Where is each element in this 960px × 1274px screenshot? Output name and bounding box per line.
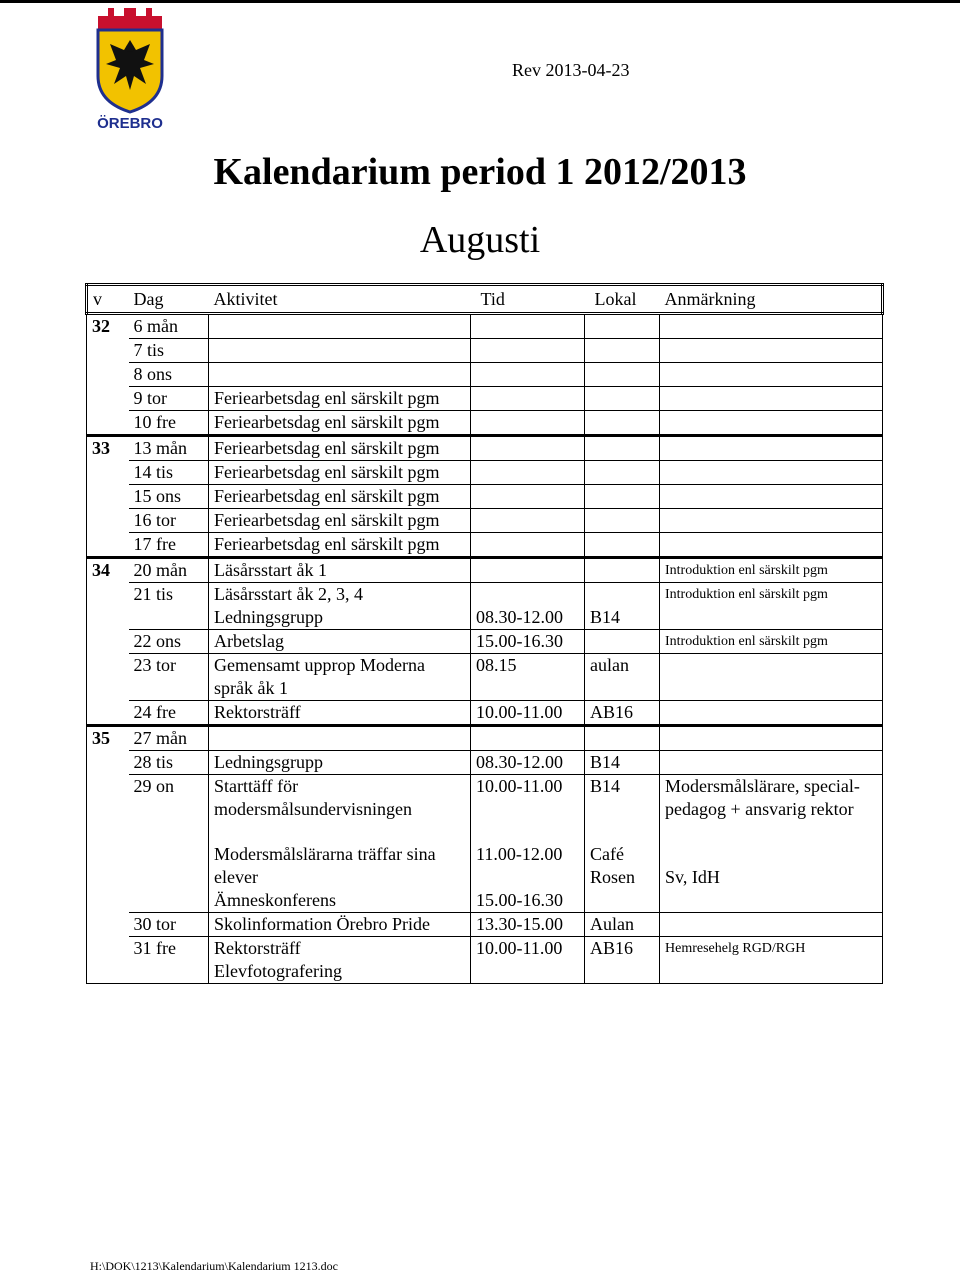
cell-day-line: 20 mån [133, 560, 187, 580]
cell-activity [209, 533, 471, 558]
table-row [87, 654, 883, 701]
cell-day-line: 14 tis [133, 462, 174, 482]
cell-week [87, 654, 129, 701]
cell-activity [209, 411, 471, 436]
cell-day-line: 10 fre [133, 412, 176, 432]
cell-remark-line: Introduktion enl särskilt pgm [665, 563, 828, 578]
cell-activity [209, 937, 471, 984]
cell-remark [660, 583, 883, 630]
table-row [87, 461, 883, 485]
cell-week [87, 363, 129, 387]
cell-activity-line: Feriearbetsdag enl särskilt pgm [214, 412, 440, 432]
table-row [87, 314, 883, 339]
cell-week [87, 436, 129, 461]
cell-location-line: Rosen [590, 867, 635, 887]
cell-week [87, 937, 129, 984]
cell-remark [660, 339, 883, 363]
cell-time-line: 10.00-11.00 [476, 702, 563, 722]
cell-remark-line: Sv, IdH [665, 867, 720, 887]
cell-day [129, 411, 209, 436]
cell-week-line: 34 [92, 560, 110, 580]
cell-location [585, 339, 660, 363]
cell-location-line: Aulan [590, 914, 634, 934]
cell-time [471, 583, 585, 630]
cell-remark [660, 913, 883, 937]
cell-day-line: 24 fre [133, 702, 176, 722]
cell-activity-line: Rektorsträff [214, 938, 301, 958]
cell-location [585, 775, 660, 913]
cell-week-line: 32 [92, 316, 110, 336]
cell-location [585, 583, 660, 630]
table-row [87, 509, 883, 533]
cell-activity [209, 654, 471, 701]
cell-week [87, 751, 129, 775]
cell-activity [209, 583, 471, 630]
cell-time [471, 630, 585, 654]
cell-activity [209, 387, 471, 411]
cell-time-line: 15.00-16.30 [476, 890, 563, 910]
cell-activity [209, 630, 471, 654]
cell-activity [209, 558, 471, 583]
cell-remark [660, 509, 883, 533]
cell-remark [660, 558, 883, 583]
cell-activity [209, 913, 471, 937]
cell-activity-line: Ämneskonferens [214, 890, 336, 910]
cell-activity [209, 436, 471, 461]
cell-remark [660, 654, 883, 701]
cell-location [585, 913, 660, 937]
cell-remark-line: Introduktion enl särskilt pgm [665, 587, 828, 602]
cell-location [585, 485, 660, 509]
file-path-footer: H:\DOK\1213\Kalendarium\Kalendarium 1213.doc [90, 1259, 338, 1273]
cell-day [129, 583, 209, 630]
cell-location [585, 751, 660, 775]
cell-week-line: 35 [92, 728, 110, 748]
cell-day-line: 22 ons [133, 631, 182, 651]
cell-week [87, 913, 129, 937]
cell-activity-line: Feriearbetsdag enl särskilt pgm [214, 510, 440, 530]
table-row [87, 726, 883, 751]
cell-time [471, 751, 585, 775]
cell-remark [660, 937, 883, 984]
cell-remark-line: Introduktion enl särskilt pgm [665, 634, 828, 649]
cell-week [87, 509, 129, 533]
cell-location [585, 461, 660, 485]
table-row [87, 937, 883, 984]
cell-location [585, 937, 660, 984]
cell-week-line: 33 [92, 438, 110, 458]
cell-week [87, 485, 129, 509]
cell-activity [209, 751, 471, 775]
cell-day-line: 30 tor [133, 914, 176, 934]
cell-week [87, 339, 129, 363]
cell-day-line: 23 tor [133, 655, 176, 675]
cell-activity [209, 775, 471, 913]
cell-time [471, 726, 585, 751]
table-row [87, 558, 883, 583]
cell-week [87, 314, 129, 339]
cell-time [471, 701, 585, 726]
cell-day [129, 654, 209, 701]
cell-time [471, 937, 585, 984]
cell-week [87, 583, 129, 630]
cell-remark [660, 726, 883, 751]
cell-week [87, 775, 129, 913]
cell-day-line: 31 fre [133, 938, 176, 958]
cell-remark-line: Modersmålslärare, special- [665, 776, 860, 796]
cell-activity-line: Ledningsgrupp [214, 607, 323, 627]
cell-remark [660, 775, 883, 913]
cell-day-line: 16 tor [133, 510, 176, 530]
col-header-anmarkning: Anmärkning [660, 285, 883, 314]
cell-location [585, 726, 660, 751]
cell-activity [209, 701, 471, 726]
col-header-v: v [87, 285, 129, 314]
cell-activity-line: Läsårsstart åk 1 [214, 560, 327, 580]
cell-time [471, 533, 585, 558]
cell-time [471, 314, 585, 339]
cell-day [129, 701, 209, 726]
calendar-table [85, 283, 884, 984]
table-row [87, 339, 883, 363]
table-row [87, 363, 883, 387]
cell-activity-line: Feriearbetsdag enl särskilt pgm [214, 438, 440, 458]
cell-week [87, 726, 129, 751]
cell-activity-line: Modersmålslärarna träffar sina [214, 844, 436, 864]
cell-remark [660, 436, 883, 461]
table-row [87, 751, 883, 775]
cell-location [585, 509, 660, 533]
cell-remark [660, 485, 883, 509]
cell-time [471, 913, 585, 937]
cell-day-line: 29 on [133, 776, 174, 796]
cell-week [87, 387, 129, 411]
cell-day [129, 314, 209, 339]
col-header-lokal: Lokal [585, 285, 660, 314]
table-row [87, 411, 883, 436]
cell-time [471, 363, 585, 387]
cell-location [585, 701, 660, 726]
cell-location [585, 630, 660, 654]
cell-time [471, 485, 585, 509]
cell-day [129, 485, 209, 509]
cell-day [129, 937, 209, 984]
cell-week [87, 461, 129, 485]
cell-time [471, 509, 585, 533]
cell-time [471, 436, 585, 461]
cell-day-line: 6 mån [133, 316, 178, 336]
cell-day [129, 558, 209, 583]
page-title: Kalendarium period 1 2012/2013 [213, 151, 747, 193]
cell-day-line: 21 tis [133, 584, 174, 604]
cell-time [471, 387, 585, 411]
cell-activity [209, 339, 471, 363]
cell-activity-line: Starttäff för [214, 776, 299, 796]
cell-location [585, 654, 660, 701]
cell-day-line: 27 mån [133, 728, 187, 748]
cell-time [471, 654, 585, 701]
cell-remark [660, 701, 883, 726]
cell-remark [660, 363, 883, 387]
cell-day-line: 7 tis [133, 340, 165, 360]
cell-location [585, 533, 660, 558]
cell-remark [660, 630, 883, 654]
cell-location [585, 387, 660, 411]
table-row [87, 775, 883, 913]
cell-location-line: Café [590, 844, 624, 864]
cell-remark [660, 387, 883, 411]
cell-activity [209, 314, 471, 339]
top-rule [0, 0, 960, 3]
cell-remark [660, 461, 883, 485]
cell-day-line: 15 ons [133, 486, 182, 506]
table-row [87, 630, 883, 654]
cell-activity [209, 726, 471, 751]
cell-location [585, 314, 660, 339]
cell-location-line: AB16 [590, 702, 634, 722]
table-header-row [87, 285, 883, 314]
col-header-tid: Tid [471, 285, 585, 314]
cell-activity-line: elever [214, 867, 258, 887]
cell-day [129, 339, 209, 363]
cell-activity-line: Feriearbetsdag enl särskilt pgm [214, 534, 440, 554]
cell-time-line: 15.00-16.30 [476, 631, 563, 651]
cell-week [87, 701, 129, 726]
cell-activity-line: Arbetslag [214, 631, 284, 651]
table-row [87, 485, 883, 509]
cell-remark [660, 314, 883, 339]
cell-remark-line: pedagog + ansvarig rektor [665, 799, 854, 819]
cell-time [471, 775, 585, 913]
cell-day-line: 17 fre [133, 534, 176, 554]
cell-activity-line: Elevfotografering [214, 961, 342, 981]
table-row [87, 387, 883, 411]
cell-location-line: aulan [590, 655, 629, 675]
cell-day [129, 751, 209, 775]
cell-remark [660, 411, 883, 436]
cell-day [129, 913, 209, 937]
cell-remark-line: Hemresehelg RGD/RGH [665, 941, 806, 956]
cell-time-line: 08.15 [476, 655, 517, 675]
cell-day-line: 9 tor [133, 388, 167, 408]
cell-location-line: B14 [590, 607, 621, 627]
revision-date: Rev 2013-04-23 [512, 60, 630, 80]
month-heading: Augusti [419, 219, 541, 261]
table-row [87, 436, 883, 461]
cell-location-line: AB16 [590, 938, 634, 958]
cell-time-line: 10.00-11.00 [476, 776, 563, 796]
cell-day [129, 461, 209, 485]
cell-location-line: B14 [590, 776, 621, 796]
cell-activity-line: Rektorsträff [214, 702, 301, 722]
cell-activity-line: Feriearbetsdag enl särskilt pgm [214, 388, 440, 408]
cell-day [129, 363, 209, 387]
cell-activity-line: Gemensamt upprop Moderna [214, 655, 425, 675]
cell-week [87, 411, 129, 436]
cell-activity-line: Läsårsstart åk 2, 3, 4 [214, 584, 363, 604]
cell-week [87, 630, 129, 654]
cell-activity-line: Feriearbetsdag enl särskilt pgm [214, 462, 440, 482]
cell-activity-line: Feriearbetsdag enl särskilt pgm [214, 486, 440, 506]
cell-time-line: 10.00-11.00 [476, 938, 563, 958]
table-row [87, 583, 883, 630]
logo-wordmark: ÖREBRO [97, 115, 163, 130]
cell-time [471, 558, 585, 583]
cell-remark [660, 533, 883, 558]
cell-remark [660, 751, 883, 775]
cell-time-line: 08.30-12.00 [476, 607, 563, 627]
cell-location [585, 363, 660, 387]
cell-activity [209, 485, 471, 509]
cell-day [129, 726, 209, 751]
cell-time [471, 461, 585, 485]
cell-week [87, 558, 129, 583]
cell-time-line: 08.30-12.00 [476, 752, 563, 772]
cell-day [129, 630, 209, 654]
table-row [87, 913, 883, 937]
orebro-coat-of-arms-logo [90, 6, 170, 130]
cell-activity-line: Skolinformation Örebro Pride [214, 914, 430, 934]
cell-location [585, 411, 660, 436]
cell-location [585, 558, 660, 583]
cell-day-line: 8 ons [133, 364, 173, 384]
cell-activity [209, 363, 471, 387]
cell-activity-line: Ledningsgrupp [214, 752, 323, 772]
cell-activity-line: modersmålsundervisningen [214, 799, 412, 819]
col-header-dag: Dag [129, 285, 209, 314]
cell-location-line: B14 [590, 752, 621, 772]
cell-day [129, 509, 209, 533]
cell-day-line: 13 mån [133, 438, 187, 458]
table-row [87, 701, 883, 726]
cell-day [129, 436, 209, 461]
col-header-aktivitet: Aktivitet [209, 285, 471, 314]
cell-time-line: 13.30-15.00 [476, 914, 563, 934]
cell-day [129, 387, 209, 411]
cell-day-line: 28 tis [133, 752, 174, 772]
cell-time [471, 339, 585, 363]
cell-time-line: 11.00-12.00 [476, 844, 563, 864]
cell-week [87, 533, 129, 558]
cell-day [129, 775, 209, 913]
cell-time [471, 411, 585, 436]
cell-day [129, 533, 209, 558]
cell-activity-line: språk åk 1 [214, 678, 288, 698]
cell-location [585, 436, 660, 461]
cell-activity [209, 461, 471, 485]
cell-activity [209, 509, 471, 533]
table-row [87, 533, 883, 558]
